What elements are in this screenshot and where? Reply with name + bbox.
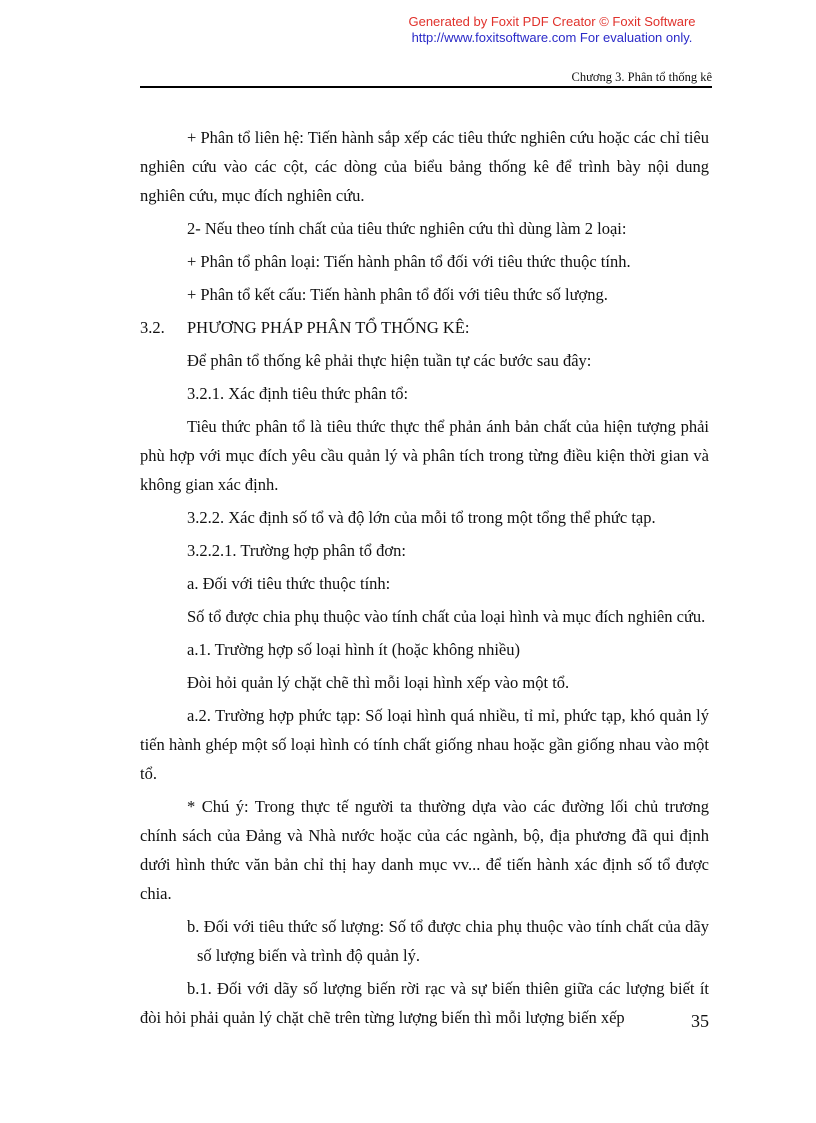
foxit-watermark: [392, 14, 712, 46]
subheading-3-2-1: 3.2.1. Xác định tiêu thức phân tổ:: [187, 384, 409, 403]
item-a1: a.1. Trường hợp số loại hình ít (hoặc không nhiều): [187, 640, 520, 659]
section-number: 3.2.: [140, 318, 165, 337]
paragraph-phan-to-ket-cau: + Phân tổ kết cấu: Tiến hành phân tổ đối với tiêu thức số lượng.: [187, 285, 608, 304]
section-heading-3-2: [140, 313, 709, 342]
item-b1: b.1. Đối với dãy số lượng biến rời rạc và sự biến thiên giữa các lượng biết ít đòi hỏi phải quản lý chặt chẽ trên từng lượng biến thì mỗi lượng biến xếp: [140, 979, 709, 1027]
item-b-so-luong: b. Đối với tiêu thức số lượng: Số tổ được chia phụ thuộc vào tính chất của dãy số lượng biến và trình độ quản lý.: [187, 917, 709, 965]
item-a-thuoc-tinh: a. Đối với tiêu thức thuộc tính:: [187, 574, 391, 593]
subheading-3-2-2-1: 3.2.2.1. Trường hợp phân tổ đơn:: [187, 541, 406, 560]
item-a2: a.2. Trường hợp phức tạp: Số loại hình quá nhiều, tỉ mỉ, phức tạp, khó quản lý tiến hành ghép một số loại hình có tính chất giống nhau hoặc gần giống nhau vào một tổ.: [140, 706, 709, 783]
paragraph-so-to-duoc-chia: Số tổ được chia phụ thuộc vào tính chất của loại hình và mục đích nghiên cứu.: [187, 607, 706, 626]
paragraph-cac-buoc: Để phân tổ thống kê phải thực hiện tuần tự các bước sau đây:: [187, 351, 592, 370]
header-rule: [140, 86, 712, 88]
watermark-line-2: http://www.foxitsoftware.com For evaluation only.: [411, 30, 693, 45]
paragraph-tieu-thuc-phan-to: Tiêu thức phân tổ là tiêu thức thực thể phản ánh bản chất của hiện tượng phải phù hợp với mục đích yêu cầu quản lý và phân tích trong từng điều kiện thời gian và không gian xác định.: [140, 417, 709, 494]
paragraph-chu-y: * Chú ý: Trong thực tế người ta thường dựa vào các đường lối chủ trương chính sách của Đảng và Nhà nước hoặc của các ngành, bộ, địa phương đã qui định dưới hình thức văn bản chỉ thị hay danh mục vv... để tiến hành xác định số tổ được chia.: [140, 797, 709, 903]
paragraph-quan-ly-chat-che: Đòi hỏi quản lý chặt chẽ thì mỗi loại hình xếp vào một tổ.: [187, 673, 570, 692]
document-body: [140, 123, 709, 1032]
paragraph-phan-to-phan-loai: + Phân tổ phân loại: Tiến hành phân tổ đối với tiêu thức thuộc tính.: [187, 252, 631, 271]
subheading-3-2-2: 3.2.2. Xác định số tổ và độ lớn của mỗi tổ trong một tổng thể phức tạp.: [187, 508, 656, 527]
paragraph-phan-to-lien-he: + Phân tổ liên hệ: Tiến hành sắp xếp các tiêu thức nghiên cứu hoặc các chỉ tiêu nghiên cứu vào các cột, các dòng của biểu bảng thống kê để trình bày nội dung nghiên cứu, mục đích nghiên cứu.: [140, 128, 709, 205]
section-title: PHƯƠNG PHÁP PHÂN TỔ THỐNG KÊ:: [187, 318, 470, 337]
page-number: 35: [691, 1011, 709, 1031]
watermark-line-1: Generated by Foxit PDF Creator © Foxit Software: [408, 14, 696, 29]
running-header-title: Chương 3. Phân tổ thống kê: [571, 70, 712, 84]
paragraph-tinh-chat: 2- Nếu theo tính chất của tiêu thức nghiên cứu thì dùng làm 2 loại:: [187, 219, 627, 238]
